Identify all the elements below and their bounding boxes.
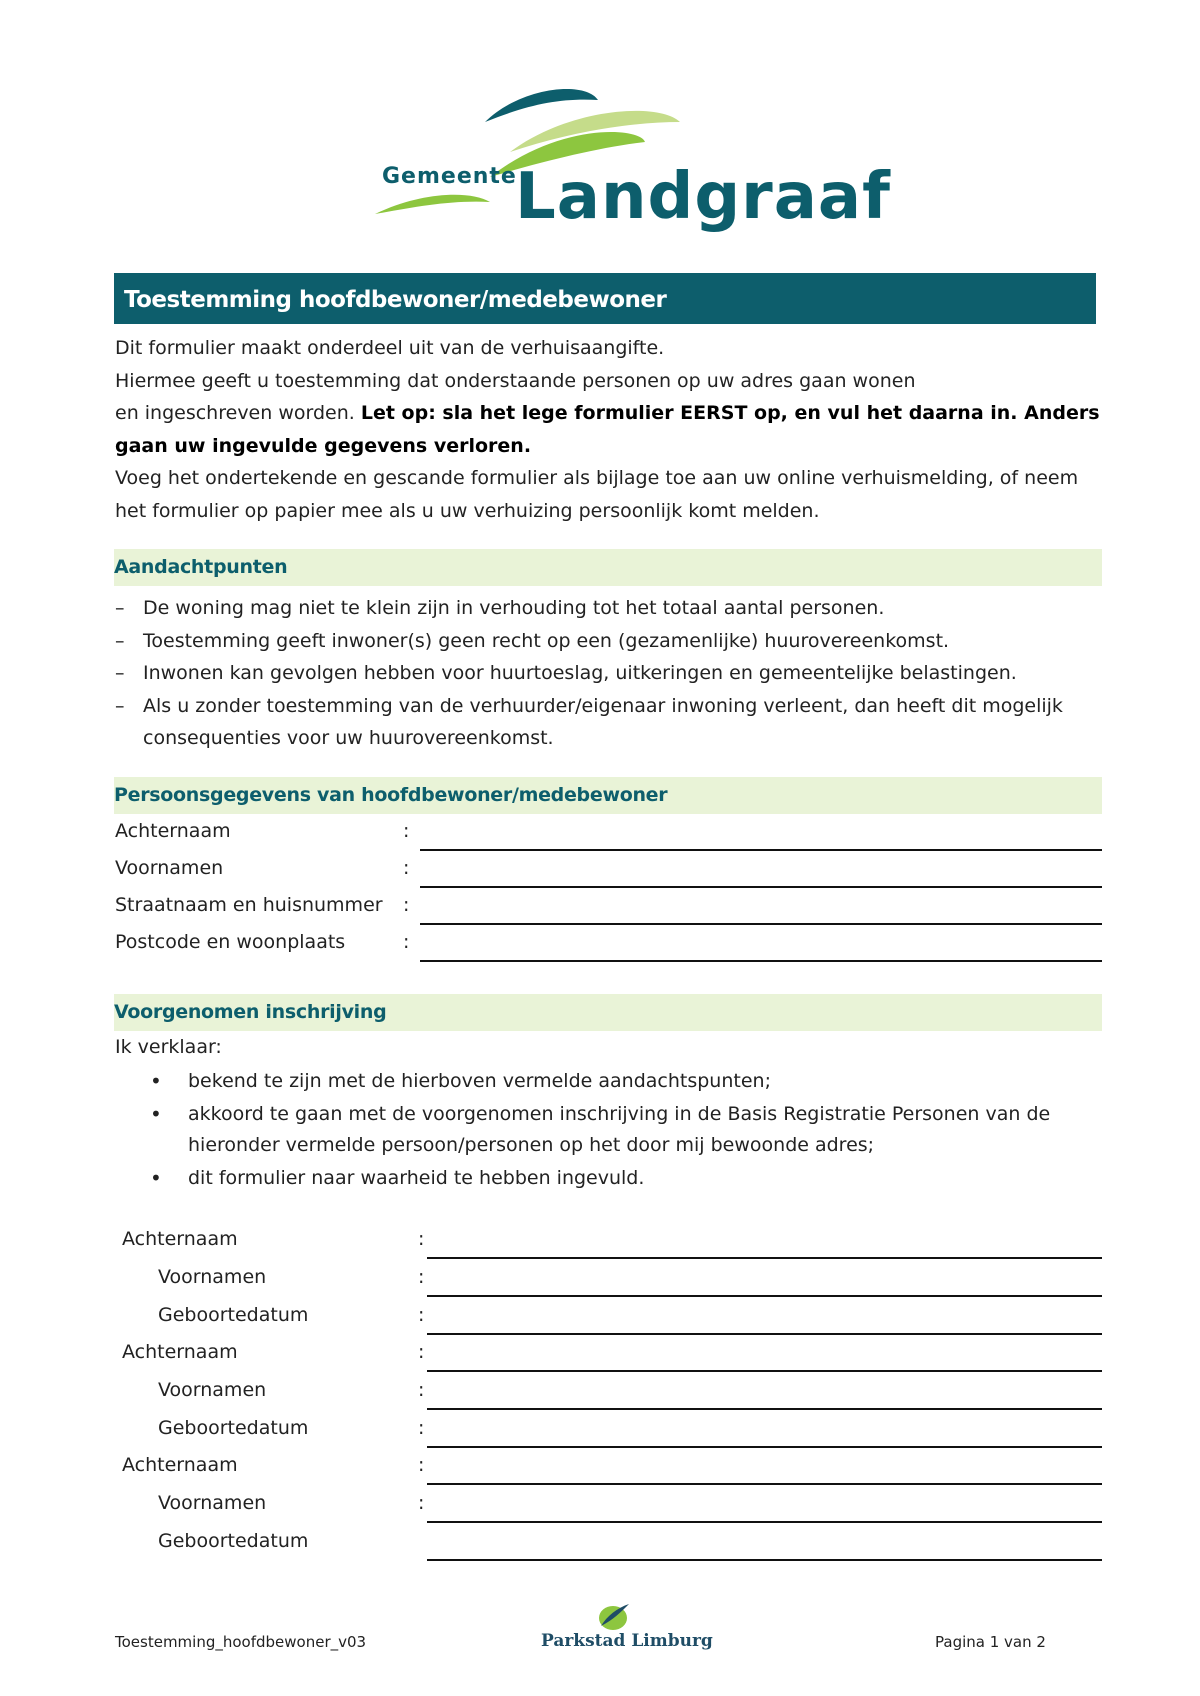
field-achternaam [115,814,1100,851]
person-2-voornamen-input-line[interactable] [427,1408,1102,1410]
person-1-voornamen [122,1260,1102,1297]
intro-line-3 [115,397,1105,462]
field-colon: : [403,894,410,916]
list-item: – Als u zonder toestemming van de verhuurder/eigenaar inwoning verleent, dan heeft dit mogelijk consequenties voor uw huurovereenkomst. [115,690,1075,755]
field-colon: : [403,820,410,842]
list-item: – Toestemming geeft inwoner(s) geen recht op een (gezamenlijke) huurovereenkomst. [115,625,1075,658]
verklaar-label: Ik verklaar: [115,1036,222,1058]
list-item: – De woning mag niet te klein zijn in verhouding tot het totaal aantal personen. [115,592,1075,625]
person-1-geboortedatum [122,1298,1102,1335]
section-heading-aandachtpunten: Aandachtpunten [114,549,1102,586]
person-2-voornamen [122,1373,1102,1410]
field-label: Achternaam [115,820,231,842]
person-3-achternaam [122,1448,1102,1485]
footer-page-number: Pagina 1 van 2 [935,1633,1046,1651]
field-label: Straatnaam en huisnummer [115,894,383,916]
intro-warning: Let op: sla het lege formulier EERST op, en vul het daarna in. Anders gaan uw ingevulde gegevens verloren. [115,402,1100,457]
intro-line-4: Voeg het ondertekende en gescande formulier als bijlage toe aan uw online verhuismelding, of neem het formulier op papier mee als u uw verhuizing persoonlijk komt melden. [115,467,1079,522]
form-title: Toestemming hoofdbewoner/medebewoner [114,273,1096,324]
list-item: • bekend te zijn met de hierboven vermelde aandachtspunten; [145,1066,1095,1097]
field-label: Achternaam [122,1228,238,1250]
section-heading-voorgenomen-inschrijving: Voorgenomen inschrijving [114,994,1102,1031]
field-label: Voornamen [158,1266,267,1288]
parkstad-logo-text: Parkstad Limburg [541,1631,713,1651]
field-colon: : [418,1417,425,1439]
field-colon: : [418,1266,425,1288]
section-heading-persoonsgegevens: Persoonsgegevens van hoofdbewoner/medebewoner [114,777,1102,814]
field-voornamen [115,851,1100,888]
field-postcode [115,925,1100,962]
field-label: Achternaam [122,1454,238,1476]
person-3-voornamen-input-line[interactable] [427,1521,1102,1523]
field-label: Geboortedatum [158,1304,309,1326]
field-label: Geboortedatum [158,1530,309,1552]
postcode-input-line[interactable] [420,960,1102,962]
verklaar-list [145,1066,1095,1196]
field-label: Achternaam [122,1341,238,1363]
field-colon: : [403,857,410,879]
person-3-achternaam-input-line[interactable] [427,1483,1102,1485]
intro-line-1: Dit formulier maakt onderdeel uit van de verhuisaangifte. [115,337,665,359]
person-1-achternaam-input-line[interactable] [427,1257,1102,1259]
field-colon: : [403,931,410,953]
field-label: Voornamen [158,1379,267,1401]
person-2-achternaam [122,1335,1102,1372]
person-1-achternaam [122,1222,1102,1259]
field-colon: : [418,1379,425,1401]
logo-word-landgraaf: Landgraaf [515,160,891,234]
aandachtpunten-list [115,592,1075,755]
intro-line-2: Hiermee geeft u toestemming dat onderstaande personen op uw adres gaan wonen [115,369,916,392]
field-label: Voornamen [158,1492,267,1514]
person-3-geboortedatum-input-line[interactable] [427,1559,1102,1561]
person-2-geboortedatum [122,1411,1102,1448]
person-3-voornamen [122,1486,1102,1523]
list-item: • dit formulier naar waarheid te hebben ingevuld. [145,1163,1095,1194]
field-colon: : [418,1228,425,1250]
parkstad-limburg-logo [535,1598,713,1658]
field-label: Voornamen [115,857,224,879]
intro-line-3-plain: en ingeschreven worden. [115,402,361,424]
gemeente-landgraaf-logo [370,82,891,234]
person-2-achternaam-input-line[interactable] [427,1370,1102,1372]
person-3-geboortedatum [122,1524,1102,1561]
intro-text [115,332,1105,527]
field-colon: : [418,1304,425,1326]
field-label: Geboortedatum [158,1417,309,1439]
list-item: • akkoord te gaan met de voorgenomen inschrijving in de Basis Registratie Personen van de hieronder vermelde persoon/personen op het door mij bewoonde adres; [145,1099,1095,1161]
field-colon: : [418,1341,425,1363]
field-straatnaam [115,888,1100,925]
list-item: – Inwonen kan gevolgen hebben voor huurtoeslag, uitkeringen en gemeentelijke belastingen. [115,657,1075,690]
field-colon: : [418,1454,425,1476]
field-label: Postcode en woonplaats [115,931,346,953]
logo-word-gemeente: Gemeente [382,164,517,189]
field-colon: : [418,1492,425,1514]
footer-document-id: Toestemming_hoofdbewoner_v03 [115,1633,367,1651]
person-1-voornamen-input-line[interactable] [427,1295,1102,1297]
